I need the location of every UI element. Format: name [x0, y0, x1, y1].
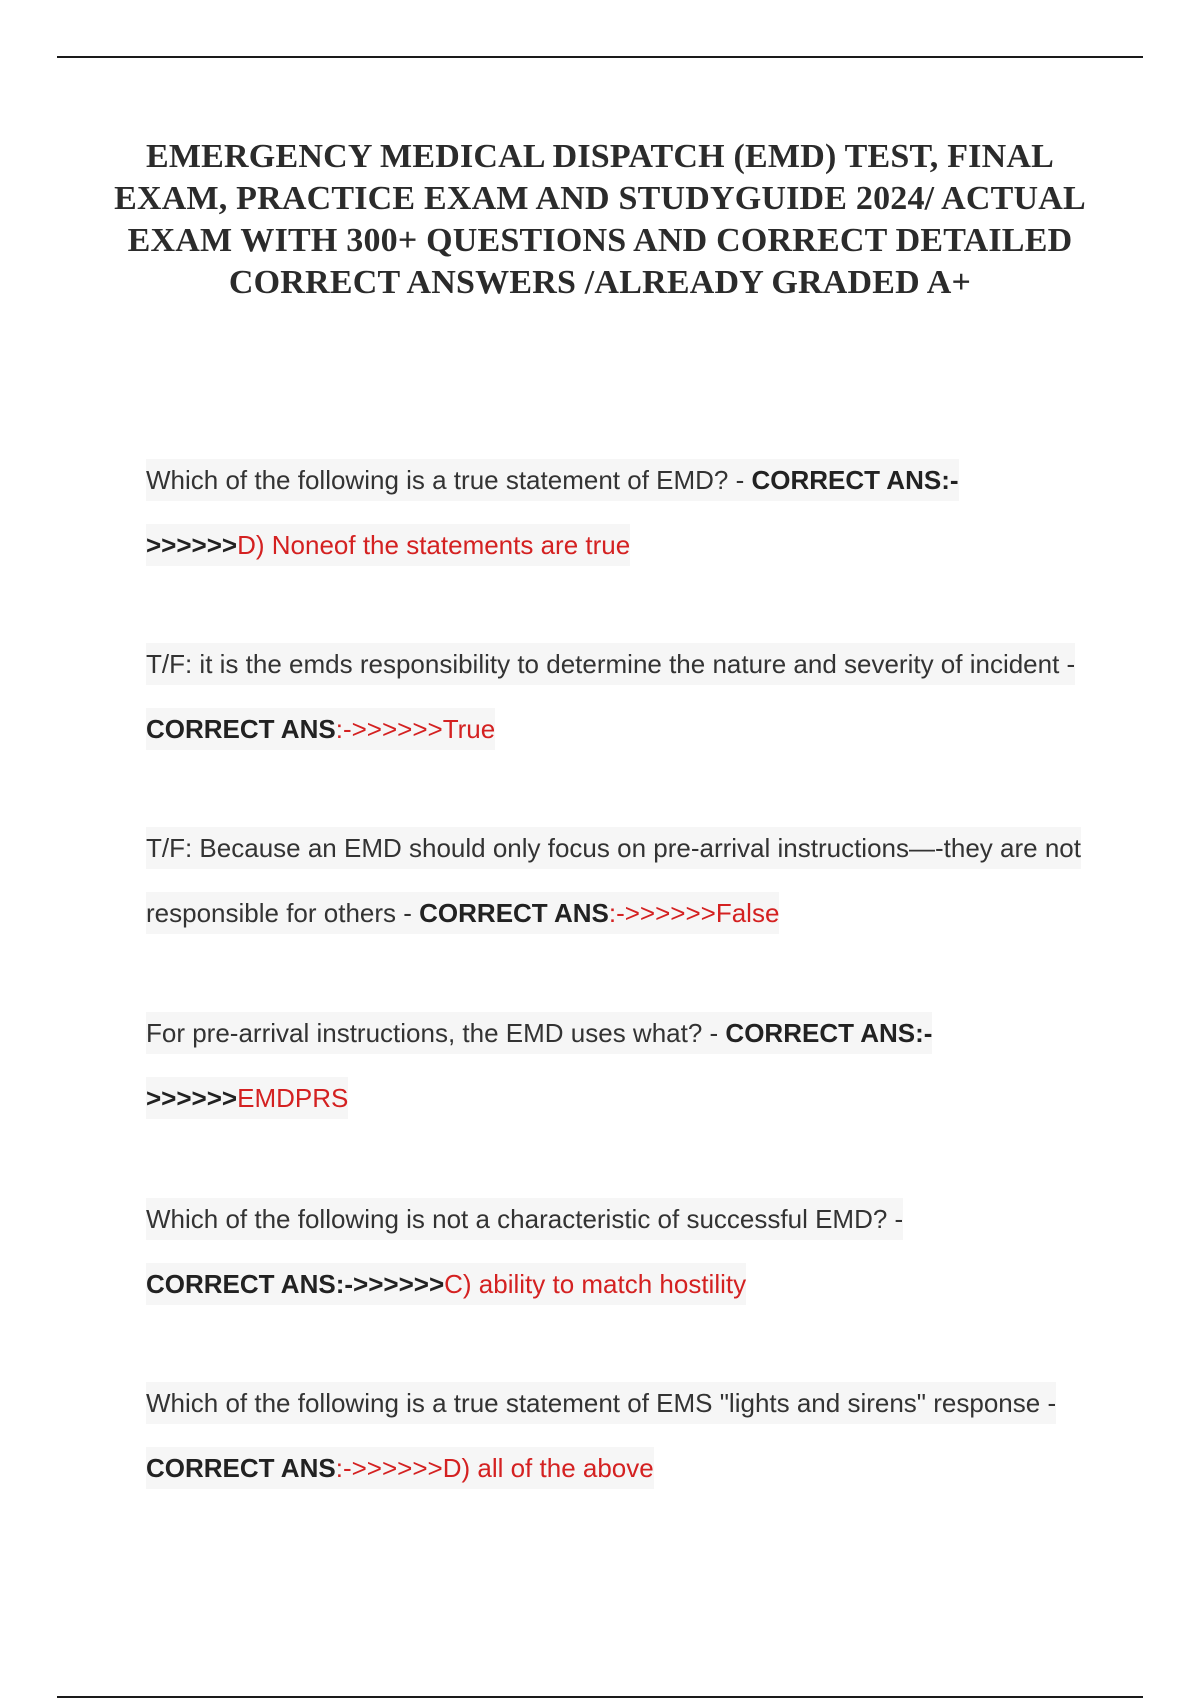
correct-answer-label: CORRECT ANS — [146, 1453, 336, 1483]
answer-arrows: >>>>>> — [146, 1083, 238, 1113]
correct-answer-label: CORRECT ANS — [146, 714, 336, 744]
correct-answer-label: CORRECT ANS:- — [751, 465, 959, 495]
highlight — [146, 827, 1081, 934]
question-text: For pre-arrival instructions, the EMD uses what? - — [146, 1018, 726, 1048]
correct-answer-label: CORRECT ANS — [419, 898, 609, 928]
answer-text: EMDPRS — [237, 1083, 349, 1113]
highlight — [146, 643, 1075, 750]
answer-text: C) ability to match hostility — [444, 1269, 747, 1299]
highlight — [146, 1198, 903, 1305]
question-item-3 — [146, 816, 1086, 946]
question-item-1 — [146, 448, 1086, 578]
highlight — [146, 459, 959, 566]
header-rule — [57, 56, 1143, 58]
answer-text: D) all of the above — [442, 1453, 654, 1483]
document-title: EMERGENCY MEDICAL DISPATCH (EMD) TEST, FINAL EXAM, PRACTICE EXAM AND STUDYGUIDE 2024/ ACTUAL EXAM WITH 300+ QUESTIONS AND CORRECT DETAILED CORRECT ANSWERS /ALREADY GRADED A+ — [114, 138, 1086, 301]
question-item-6 — [146, 1371, 1086, 1501]
question-item-5 — [146, 1187, 1086, 1317]
highlight — [146, 1012, 932, 1119]
answer-text: False — [715, 898, 780, 928]
question-text: Which of the following is a true statement of EMD? - — [146, 465, 752, 495]
question-text: T/F: Because an EMD should only focus on pre-arrival instructions—-they are not responsible for others - — [146, 833, 1081, 928]
question-text: T/F: it is the emds responsibility to determine the nature and severity of incident - — [146, 649, 1076, 679]
answer-text: True — [442, 714, 496, 744]
correct-answer-label: CORRECT ANS:- — [725, 1018, 933, 1048]
answer-arrows: :->>>>>> — [335, 714, 443, 744]
footer-rule — [57, 1696, 1143, 1698]
question-text: Which of the following is a true statement of EMS "lights and sirens" response - — [146, 1388, 1057, 1418]
answer-arrows: :->>>>>> — [608, 898, 716, 928]
correct-answer-label: CORRECT ANS:->>>>>> — [146, 1269, 445, 1299]
highlight — [146, 1382, 1056, 1489]
question-item-4 — [146, 1001, 1086, 1131]
answer-text: D) Noneof the statements are true — [237, 530, 631, 560]
question-item-2 — [146, 632, 1086, 762]
answer-arrows: >>>>>> — [146, 530, 238, 560]
question-text: Which of the following is not a characteristic of successful EMD? - — [146, 1204, 904, 1234]
answer-arrows: :->>>>>> — [335, 1453, 443, 1483]
